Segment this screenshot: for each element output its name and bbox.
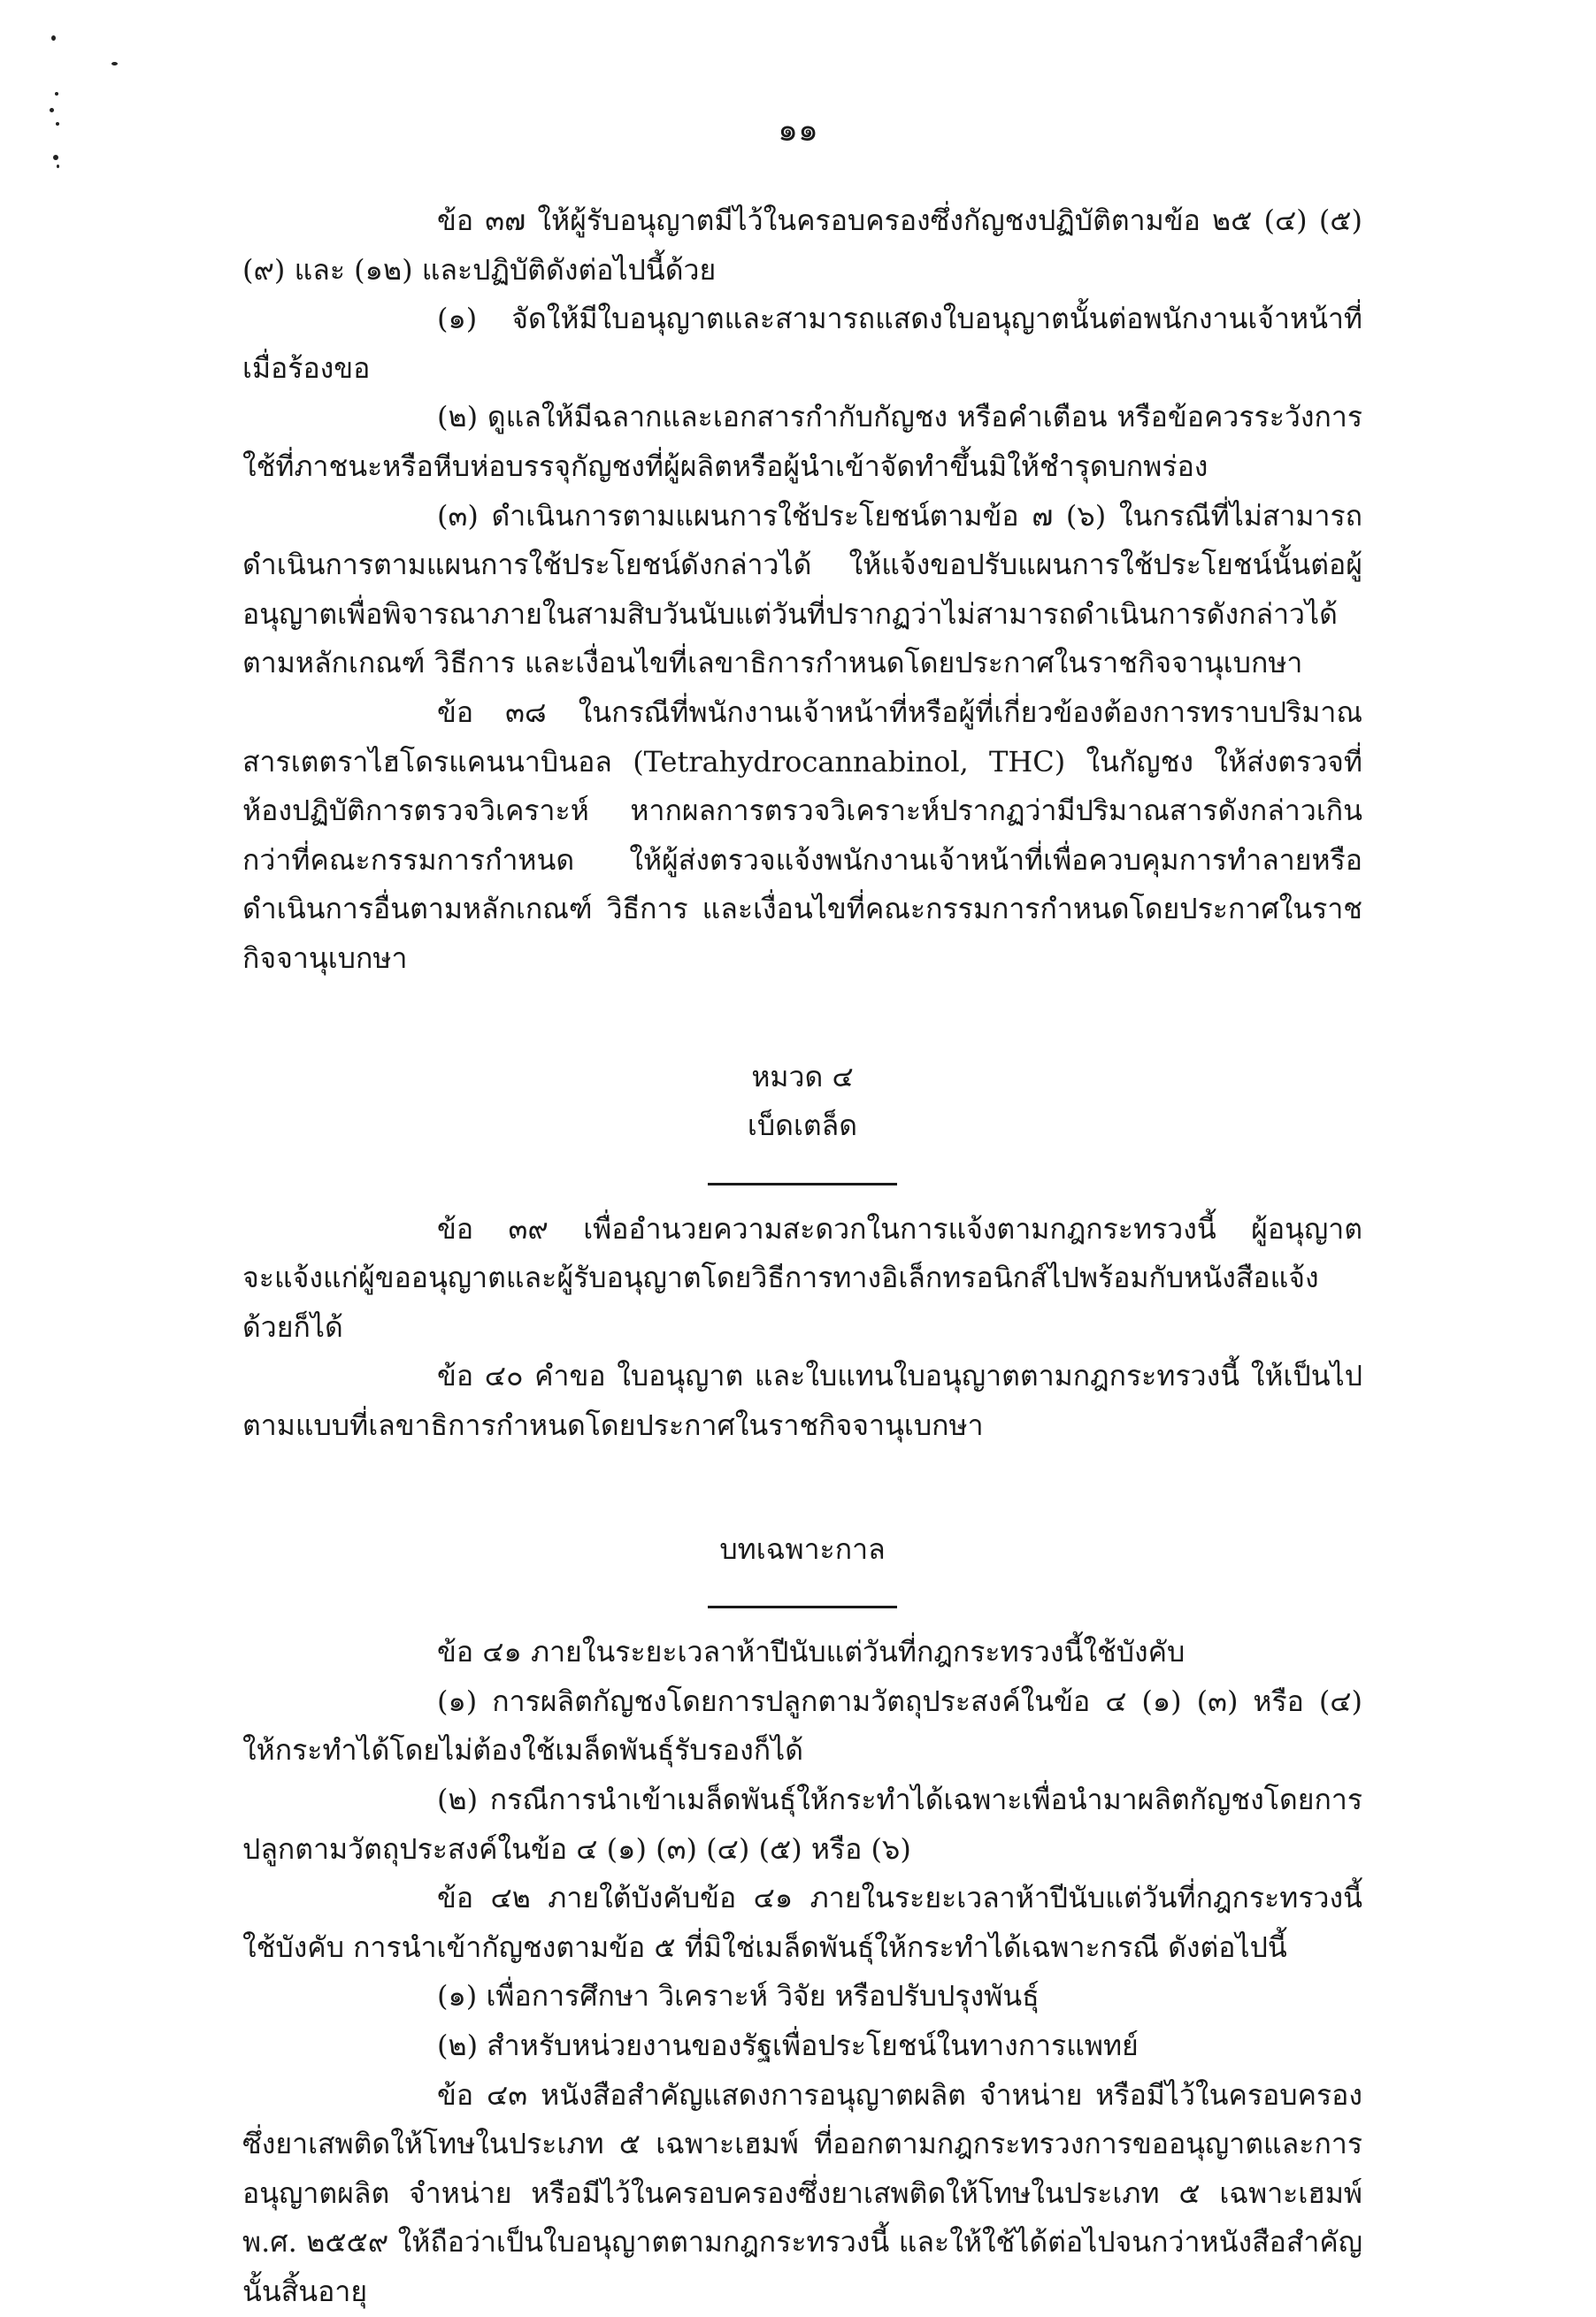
section-39: ข้อ ๓๙ เพื่ออำนวยความสะดวกในการแจ้งตามกฎกระทรวงนี้ ผู้อนุญาตจะแจ้งแก่ผู้ขออนุญาตและผู้รับอนุญาตโดยวิธีการทางอิเล็กทรอนิกส์ไปพร้อมกับหนังสือแจ้งด้วยก็ได้ [242, 1211, 1362, 1344]
scan-speck [57, 165, 59, 168]
transitory-heading: บทเฉพาะกาล [719, 1531, 886, 1566]
section-41-intro: ข้อ ๔๑ ภายในระยะเวลาห้าปีนับแต่วันที่กฎกระทรวงนี้ใช้บังคับ [437, 1635, 1185, 1669]
section-38: ข้อ ๓๘ ในกรณีที่พนักงานเจ้าหน้าที่หรือผู้ที่เกี่ยวข้องต้องการทราบปริมาณสารเตตราไฮโดรแคนนาบินอล (Tetrahydrocannabinol, THC) ในกัญชง ให้ส่งตรวจที่ห้องปฏิบัติการตรวจวิเคราะห์ หากผลการตรวจวิเคราะห์ปรากฏว่ามีปริมาณสารดังกล่าวเกินกว่าที่คณะกรรมการกำหนด ให้ผู้ส่งตรวจแจ้งพนักงานเจ้าหน้าที่เพื่อควบคุมการทำลายหรือดำเนินการอื่นตามหลักเกณฑ์ วิธีการ และเงื่อนไขที่คณะกรรมการกำหนดโดยประกาศในราชกิจจานุเบกษา [242, 694, 1362, 975]
section-41-item-2: (๒) กรณีการนำเข้าเมล็ดพันธุ์ให้กระทำได้เฉพาะเพื่อนำมาผลิตกัญชงโดยการปลูกตามวัตถุประสงค์ในข้อ ๔ (๑) (๓) (๔) (๕) หรือ (๖) [242, 1783, 1362, 1866]
section-40: ข้อ ๔๐ คำขอ ใบอนุญาต และใบแทนใบอนุญาตตามกฎกระทรวงนี้ ให้เป็นไปตามแบบที่เลขาธิการกำหนดโดยประกาศในราชกิจจานุเบกษา [242, 1359, 1362, 1443]
scan-speck [51, 35, 56, 41]
section-43: ข้อ ๔๓ หนังสือสำคัญแสดงการอนุญาตผลิต จำหน่าย หรือมีไว้ในครอบครองซึ่งยาเสพติดให้โทษในประเภท ๕ เฉพาะเฮมพ์ ที่ออกตามกฎกระทรวงการขออนุญาตและการอนุญาตผลิต จำหน่าย หรือมีไว้ในครอบครองซึ่งยาเสพติดให้โทษในประเภท ๕ เฉพาะเฮมพ์ พ.ศ. ๒๕๕๙ ให้ถือว่าเป็นใบอนุญาตตามกฎกระทรวงนี้ และให้ใช้ได้ต่อไปจนกว่าหนังสือสำคัญนั้นสิ้นอายุ [242, 2077, 1362, 2308]
chapter-heading [242, 1053, 1362, 1185]
page-number: ๑๑ [778, 112, 818, 149]
section-42-item-1: (๑) เพื่อการศึกษา วิเคราะห์ วิจัย หรือปรับปรุงพันธุ์ [437, 1979, 1040, 2014]
section-37-item-2: (๒) ดูแลให้มีฉลากและเอกสารกำกับกัญชง หรือคำเตือน หรือข้อควรระวังการใช้ที่ภาชนะหรือหีบห่อบรรจุกัญชงที่ผู้ผลิตหรือผู้นำเข้าจัดทำขึ้นมิให้ชำรุดบกพร่อง [242, 400, 1362, 483]
chapter-number: หมวด ๔ [751, 1059, 854, 1093]
scan-speck [55, 92, 58, 96]
transitory-heading-block [242, 1525, 1362, 1609]
scan-speck [111, 62, 118, 65]
section-37-item-1: (๑) จัดให้มีใบอนุญาตและสามารถแสดงใบอนุญาตนั้นต่อพนักงานเจ้าหน้าที่เมื่อร้องขอ [242, 302, 1362, 385]
section-37-intro: ข้อ ๓๗ ให้ผู้รับอนุญาตมีไว้ในครอบครองซึ่งกัญชงปฏิบัติตามข้อ ๒๕ (๔) (๕) (๙) และ (๑๒) และปฏิบัติดังต่อไปนี้ด้วย [242, 203, 1362, 287]
section-37-item-3: (๓) ดำเนินการตามแผนการใช้ประโยชน์ตามข้อ ๗ (๖) ในกรณีที่ไม่สามารถดำเนินการตามแผนการใช้ประโยชน์ดังกล่าวได้ ให้แจ้งขอปรับแผนการใช้ประโยชน์นั้นต่อผู้อนุญาตเพื่อพิจารณาภายในสามสิบวันนับแต่วันที่ปรากฏว่าไม่สามารถดำเนินการดังกล่าวได้ ตามหลักเกณฑ์ วิธีการ และเงื่อนไขที่เลขาธิการกำหนดโดยประกาศในราชกิจจานุเบกษา [242, 498, 1362, 680]
scan-speck [53, 155, 58, 160]
section-42-item-2: (๒) สำหรับหน่วยงานของรัฐเพื่อประโยชน์ในทางการแพทย์ [437, 2029, 1139, 2062]
section-41-item-1: (๑) การผลิตกัญชงโดยการปลูกตามวัตถุประสงค์ในข้อ ๔ (๑) (๓) หรือ (๔) ให้กระทำได้โดยไม่ต้องใช้เมล็ดพันธุ์รับรองก็ได้ [242, 1684, 1362, 1768]
document-body [242, 196, 1362, 2317]
chapter-divider [708, 1183, 897, 1185]
transitory-divider [708, 1606, 897, 1608]
chapter-title: เบ็ดเตล็ด [747, 1109, 858, 1143]
section-42-intro: ข้อ ๔๒ ภายใต้บังคับข้อ ๔๑ ภายในระยะเวลาห้าปีนับแต่วันที่กฎกระทรวงนี้ใช้บังคับ การนำเข้ากัญชงตามข้อ ๕ ที่มิใช่เมล็ดพันธุ์ให้กระทำได้เฉพาะกรณี ดังต่อไปนี้ [242, 1881, 1362, 1964]
